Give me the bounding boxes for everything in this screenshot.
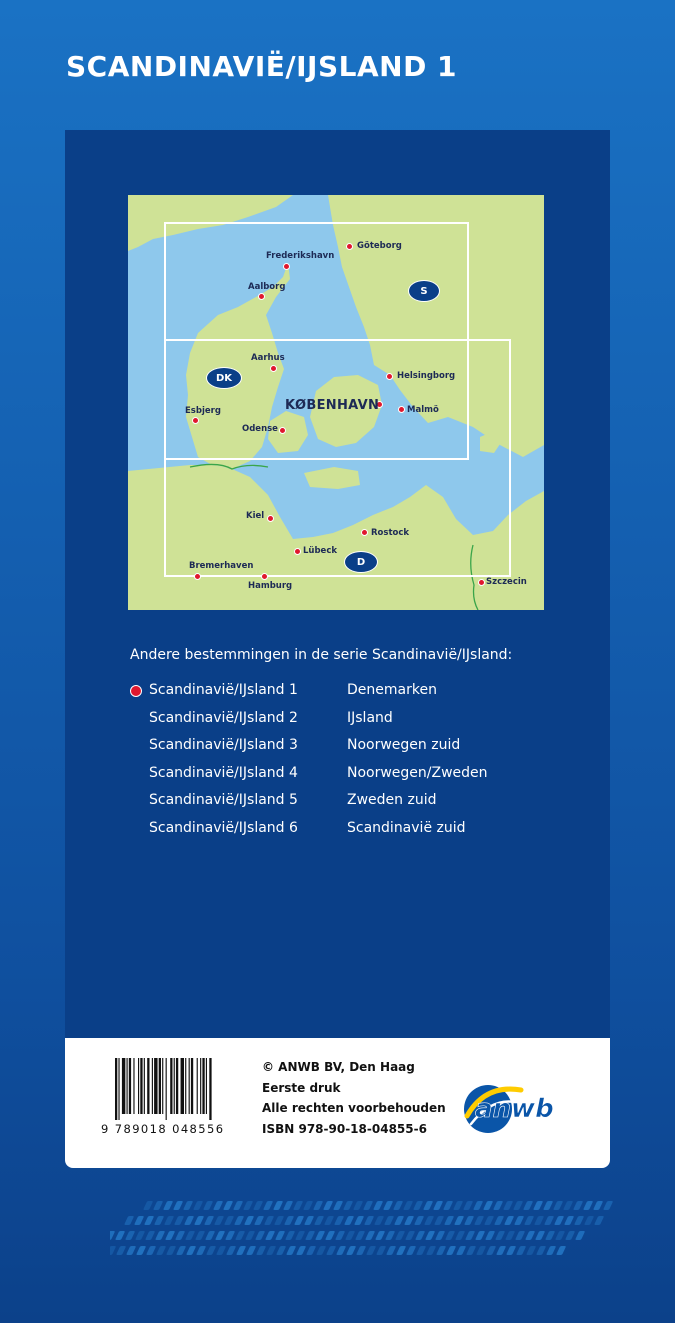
anwb-logo <box>457 1076 582 1138</box>
series-edition: Scandinavië/IJsland 6 <box>149 819 298 836</box>
city-dot-frederikshavn <box>283 263 290 270</box>
country-badge-sweden: S <box>408 280 440 302</box>
city-dot-malmo <box>398 406 405 413</box>
cover-title: SCANDINAVIË/IJSLAND 1 <box>66 50 458 83</box>
series-heading: Andere bestemmingen in de serie Scandinavië/IJsland: <box>130 647 513 663</box>
series-edition: Scandinavië/IJsland 5 <box>149 792 298 808</box>
series-row <box>130 682 550 710</box>
series-region: Noorwegen zuid <box>347 737 461 753</box>
overview-map <box>128 195 544 610</box>
barcode-icon <box>115 1058 240 1120</box>
city-label-aalborg: Aalborg <box>248 282 286 292</box>
series-row <box>130 737 550 765</box>
series-region: Scandinavië zuid <box>347 819 466 836</box>
city-label-odense: Odense <box>242 424 278 434</box>
series-region: Noorwegen/Zweden <box>347 764 488 781</box>
imprint-line-copyright: © ANWB BV, Den Haag <box>262 1060 415 1074</box>
city-label-malmo: Malmö <box>407 405 439 415</box>
imprint-line-isbn: ISBN 978-90-18-04855-6 <box>262 1121 427 1136</box>
city-label-aarhus: Aarhus <box>251 353 285 363</box>
country-badge-denmark: DK <box>206 367 242 389</box>
city-dot-hamburg <box>261 573 268 580</box>
series-list <box>130 682 550 847</box>
imprint-line-rights: Alle rechten voorbehouden <box>262 1101 446 1115</box>
series-row <box>130 820 550 848</box>
city-dot-helsingborg <box>386 373 393 380</box>
country-badge-germany: D <box>344 551 378 573</box>
city-dot-aalborg <box>258 293 265 300</box>
city-label-bremerhaven: Bremerhaven <box>189 561 254 571</box>
series-region: Zweden zuid <box>347 792 437 808</box>
city-label-szczecin: Szczecin <box>486 577 527 587</box>
imprint-text <box>262 1057 446 1139</box>
city-label-esbjerg: Esbjerg <box>185 406 221 416</box>
city-label-lubeck: Lübeck <box>303 546 338 556</box>
city-dot-aarhus <box>270 365 277 372</box>
tire-tread-decoration-icon <box>110 1195 630 1263</box>
series-row <box>130 792 550 820</box>
series-region: Denemarken <box>347 682 437 698</box>
city-label-goteborg: Göteborg <box>357 241 402 251</box>
current-edition-marker-icon <box>130 685 142 697</box>
series-edition: Scandinavië/IJsland 2 <box>149 709 298 726</box>
city-dot-lubeck <box>294 548 301 555</box>
series-region: IJsland <box>347 709 393 726</box>
anwb-swoosh-logo-icon <box>457 1076 582 1138</box>
imprint-footer <box>65 1038 610 1168</box>
imprint-line-edition: Eerste druk <box>262 1080 341 1095</box>
city-dot-esbjerg <box>192 417 199 424</box>
city-dot-odense <box>279 427 286 434</box>
barcode-digits: 9 789018 048556 <box>101 1122 225 1136</box>
series-row <box>130 710 550 738</box>
city-label-rostock: Rostock <box>371 528 410 538</box>
city-label-kiel: Kiel <box>246 511 265 521</box>
city-dot-szczecin <box>478 579 485 586</box>
anwb-logo-text: anwb <box>475 1094 554 1124</box>
series-edition: Scandinavië/IJsland 1 <box>149 682 298 698</box>
city-label-frederikshavn: Frederikshavn <box>266 251 335 261</box>
city-dot-kiel <box>267 515 274 522</box>
city-label-hamburg: Hamburg <box>248 581 293 591</box>
series-row <box>130 765 550 793</box>
series-edition: Scandinavië/IJsland 4 <box>149 764 298 781</box>
city-dot-goteborg <box>346 243 353 250</box>
city-label-helsingborg: Helsingborg <box>397 371 456 381</box>
series-edition: Scandinavië/IJsland 3 <box>149 737 298 753</box>
city-dot-rostock <box>361 529 368 536</box>
city-dot-bremerhaven <box>194 573 201 580</box>
city-label-kobenhavn: KØBENHAVN <box>285 398 380 413</box>
